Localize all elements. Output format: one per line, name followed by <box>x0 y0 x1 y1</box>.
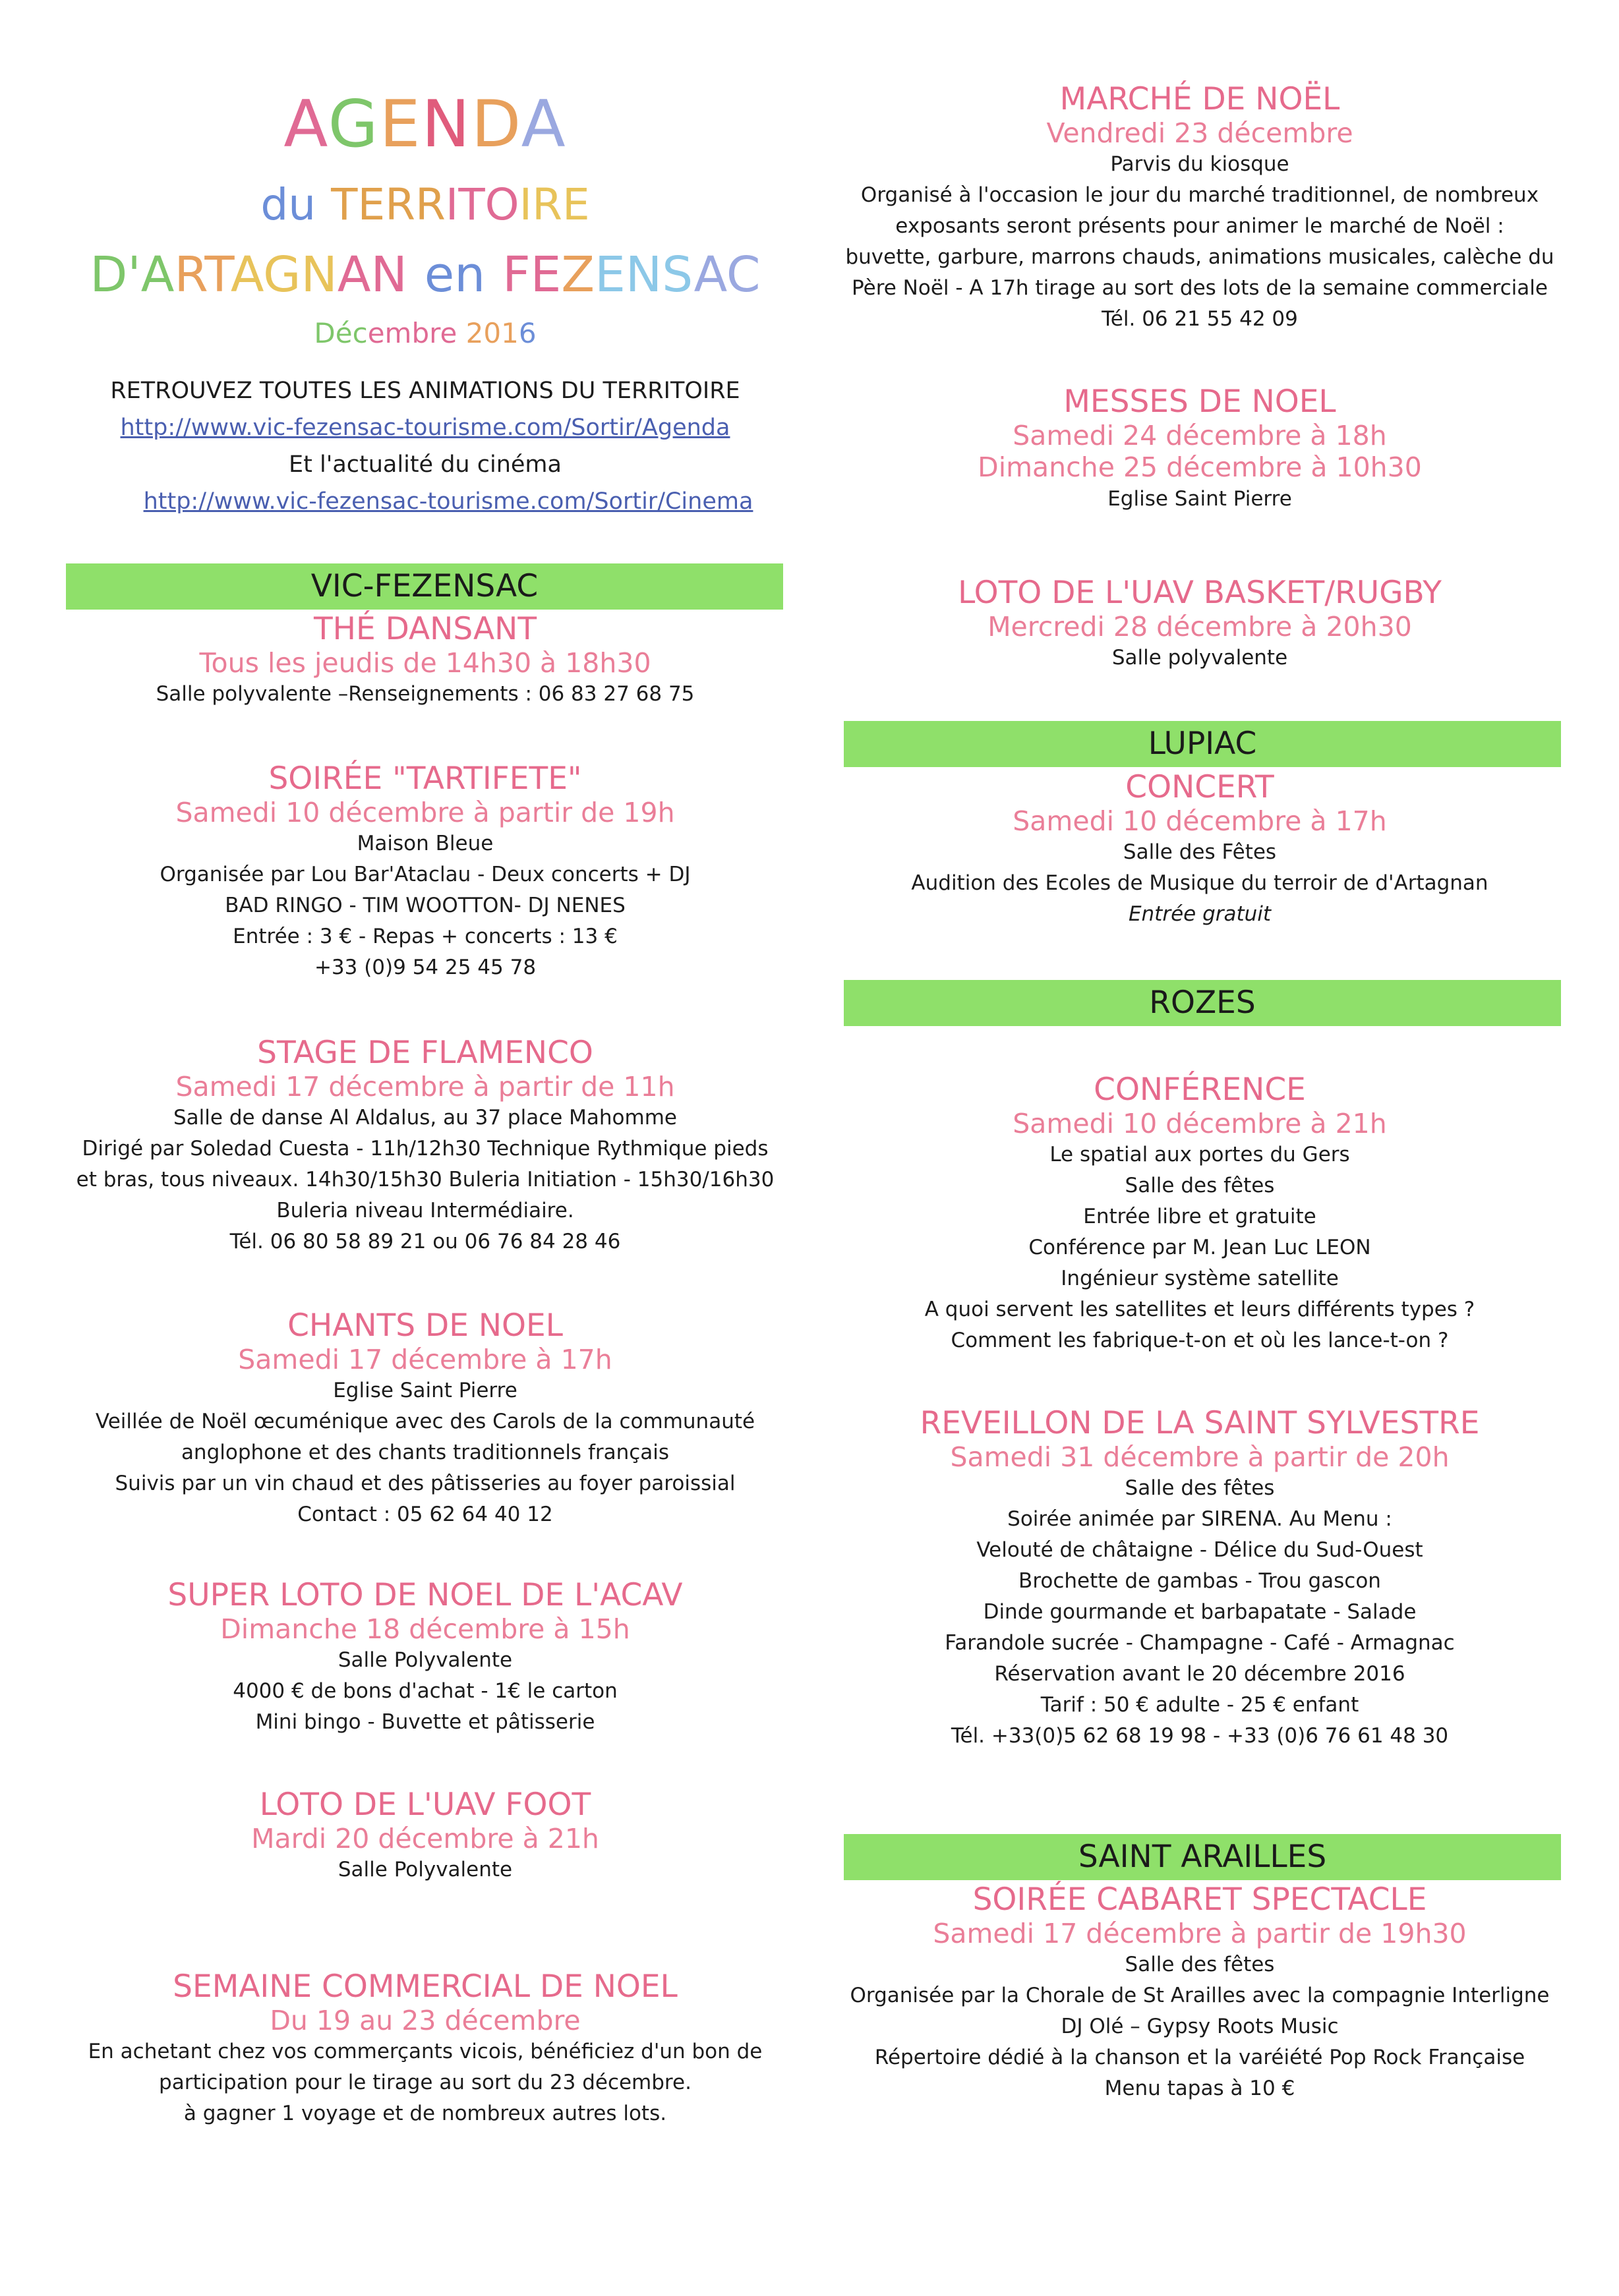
event-date: Samedi 10 décembre à 17h <box>1013 805 1387 838</box>
event-date: Samedi 17 décembre à partir de 19h30 <box>933 1918 1467 1950</box>
event-the-dansant <box>66 612 784 710</box>
event-info: Contact : 05 62 64 40 12 <box>297 1503 553 1527</box>
event-messes-noel <box>840 384 1559 515</box>
event-info: Soirée animée par SIRENA. Au Menu : <box>1007 1507 1392 1532</box>
artagnan-fezensac-title-segment: AN <box>337 246 407 303</box>
event-concert <box>840 770 1559 930</box>
event-conference <box>840 1072 1559 1356</box>
territoire-title <box>66 179 784 230</box>
event-info: Veillée de Noël œcuménique avec des Carols de la communauté <box>95 1410 755 1434</box>
artagnan-fezensac-title-segment: RT <box>174 246 231 303</box>
event-info: Organisé à l'occasion le jour du marché traditionnel, de nombreux <box>860 183 1539 208</box>
event-loto-basket <box>840 575 1559 674</box>
month-title-segment: embre <box>367 317 466 349</box>
event-title: SOIRÉE CABARET SPECTACLE <box>972 1881 1427 1918</box>
event-title: CONFÉRENCE <box>1094 1072 1306 1108</box>
artagnan-fezensac-title-segment: AC <box>693 246 761 303</box>
event-chants-noel <box>66 1308 784 1530</box>
event-info: Entrée : 3 € - Repas + concerts : 13 € <box>233 925 618 949</box>
event-info: et bras, tous niveaux. 14h30/15h30 Buleria Initiation - 15h30/16h30 <box>76 1168 775 1192</box>
agenda-title-segment: D <box>471 87 521 162</box>
artagnan-fezensac-title-segment: ENS <box>595 246 694 303</box>
event-info: Farandole sucrée - Champagne - Café - Armagnac <box>945 1631 1455 1655</box>
territoire-title-segment: TERR <box>331 179 446 230</box>
event-title: CONCERT <box>1125 769 1274 805</box>
event-info: Conférence par M. Jean Luc LEON <box>1028 1236 1371 1260</box>
event-date: Samedi 17 décembre à 17h <box>238 1344 612 1376</box>
month-title-segment: 6 <box>518 317 537 349</box>
event-info: Ingénieur système satellite <box>1061 1267 1339 1291</box>
event-info: Brochette de gambas - Trou gascon <box>1018 1569 1381 1593</box>
event-title: MESSES DE NOEL <box>1063 384 1336 420</box>
event-info: Le spatial aux portes du Gers <box>1049 1143 1350 1167</box>
agenda-title-segment: A <box>521 87 567 162</box>
event-info: Dirigé par Soledad Cuesta - 11h/12h30 Technique Rythmique pieds <box>82 1137 769 1161</box>
artagnan-fezensac-title-segment: Z <box>561 246 595 303</box>
event-info: buvette, garbure, marrons chauds, animations musicales, calèche du <box>845 245 1554 270</box>
event-info: Salle des fêtes <box>1125 1953 1275 1977</box>
event-semaine-commerciale <box>66 1969 784 2129</box>
event-date: Vendredi 23 décembre <box>1046 117 1353 150</box>
event-info: +33 (0)9 54 25 45 78 <box>314 956 537 980</box>
event-info: Parvis du kiosque <box>1110 152 1289 177</box>
event-info: 4000 € de bons d'achat - 1€ le carton <box>233 1679 618 1704</box>
event-flamenco <box>66 1035 784 1257</box>
cinema-link[interactable]: http://www.vic-fezensac-tourisme.com/Sortir/Cinema <box>143 488 753 515</box>
agenda-title-segment: N <box>421 87 471 162</box>
event-info: Salle des fêtes <box>1125 1174 1275 1198</box>
event-date: Mercredi 28 décembre à 20h30 <box>987 611 1412 643</box>
event-date: Samedi 24 décembre à 18h <box>1013 420 1387 452</box>
section-rozes: ROZES <box>844 980 1561 1026</box>
event-title: LOTO DE L'UAV BASKET/RUGBY <box>958 575 1442 611</box>
event-info: Père Noël - A 17h tirage au sort des lots de la semaine commerciale <box>852 276 1548 301</box>
event-info: Salle Polyvalente <box>338 1858 513 1882</box>
artagnan-fezensac-title-segment: AGN <box>230 246 338 303</box>
event-info: Buleria niveau Intermédiaire. <box>276 1199 574 1223</box>
event-info: Comment les fabrique-t-on et où les lance-t-on ? <box>951 1329 1449 1353</box>
event-info: En achetant chez vos commerçants vicois, bénéficiez d'un bon de <box>88 2040 763 2064</box>
event-info: à gagner 1 voyage et de nombreux autres lots. <box>183 2102 667 2126</box>
event-info: Menu tapas à 10 € <box>1104 2077 1295 2101</box>
intro-text-1: RETROUVEZ TOUTES LES ANIMATIONS DU TERRITOIRE <box>110 378 740 404</box>
month-title-segment: 201 <box>465 317 519 349</box>
event-info: Salle Polyvalente <box>338 1648 513 1673</box>
event-info: anglophone et des chants traditionnels français <box>181 1441 670 1465</box>
section-lupiac: LUPIAC <box>844 721 1561 767</box>
section-saint-arailles: SAINT ARAILLES <box>844 1834 1561 1880</box>
event-date: Mardi 20 décembre à 21h <box>251 1823 599 1855</box>
event-title: MARCHÉ DE NOËL <box>1059 81 1340 117</box>
event-date: Samedi 17 décembre à partir de 11h <box>175 1071 675 1103</box>
event-info: Suivis par un vin chaud et des pâtisseries au foyer paroissial <box>115 1472 736 1496</box>
event-date: Du 19 au 23 décembre <box>270 2005 581 2037</box>
event-info: Velouté de châtaigne - Délice du Sud-Ouest <box>976 1538 1423 1563</box>
event-date: Dimanche 25 décembre à 10h30 <box>978 451 1422 484</box>
event-date: Samedi 10 décembre à partir de 19h <box>175 797 675 829</box>
territoire-title-segment: IRE <box>519 179 590 230</box>
event-info: Mini bingo - Buvette et pâtisserie <box>255 1710 595 1735</box>
event-info: Eglise Saint Pierre <box>1107 486 1292 511</box>
event-info: DJ Olé – Gypsy Roots Music <box>1061 2015 1339 2039</box>
event-title: SUPER LOTO DE NOEL DE L'ACAV <box>167 1577 683 1613</box>
event-info: exposants seront présents pour animer le marché de Noël : <box>895 214 1504 239</box>
event-info: Tél. 06 80 58 89 21 ou 06 76 84 28 46 <box>229 1230 621 1254</box>
event-info: Tél. 06 21 55 42 09 <box>1102 307 1298 331</box>
event-info: Salle de danse Al Aldalus, au 37 place Mahomme <box>173 1106 677 1130</box>
agenda-title-segment: E <box>379 87 422 162</box>
agenda-title-segment: G <box>328 87 380 162</box>
artagnan-fezensac-title-segment: en <box>424 246 486 303</box>
event-info: Maison Bleue <box>357 832 494 856</box>
event-info: Réservation avant le 20 décembre 2016 <box>994 1662 1405 1686</box>
event-title: REVEILLON DE LA SAINT SYLVESTRE <box>920 1405 1480 1441</box>
event-info: Entrée libre et gratuite <box>1083 1205 1316 1229</box>
event-info: Organisée par la Chorale de St Arailles avec la compagnie Interligne <box>850 1984 1550 2008</box>
event-tartifete <box>66 761 784 983</box>
territoire-title-segment: ITO <box>445 179 519 230</box>
event-info: Salle polyvalente <box>1111 646 1288 670</box>
artagnan-fezensac-title <box>66 246 784 303</box>
agenda-link[interactable]: http://www.vic-fezensac-tourisme.com/Sortir/Agenda <box>120 415 730 441</box>
event-info: Salle des fêtes <box>1125 1476 1275 1501</box>
event-info: A quoi servent les satellites et leurs différents types ? <box>924 1298 1475 1322</box>
event-title: LOTO DE L'UAV FOOT <box>259 1787 591 1823</box>
event-info: Tarif : 50 € adulte - 25 € enfant <box>1040 1693 1359 1717</box>
event-info: participation pour le tirage au sort du 23 décembre. <box>159 2071 692 2095</box>
event-super-loto <box>66 1578 784 1738</box>
event-info: Organisée par Lou Bar'Ataclau - Deux concerts + DJ <box>160 863 691 887</box>
event-date: Samedi 31 décembre à partir de 20h <box>950 1441 1450 1474</box>
event-loto-foot <box>66 1787 784 1885</box>
event-info: Eglise Saint Pierre <box>333 1379 517 1403</box>
event-marche-noel <box>840 82 1559 335</box>
event-info: Audition des Ecoles de Musique du terroir de d'Artagnan <box>911 871 1488 896</box>
event-info: BAD RINGO - TIM WOOTTON- DJ NENES <box>225 894 626 918</box>
artagnan-fezensac-title-segment: D'A <box>90 246 175 303</box>
event-date: Dimanche 18 décembre à 15h <box>220 1613 630 1646</box>
event-info: Répertoire dédié à la chanson et la varéiété Pop Rock Française <box>874 2046 1525 2070</box>
event-title: STAGE DE FLAMENCO <box>257 1035 593 1071</box>
section-vic-fezensac: VIC-FEZENSAC <box>66 563 783 610</box>
intro-text-2: Et l'actualité du cinéma <box>289 451 562 478</box>
event-title: CHANTS DE NOEL <box>287 1307 563 1344</box>
month-title-segment: Déc <box>314 317 368 349</box>
month-title <box>66 317 784 349</box>
artagnan-fezensac-title-segment: FE <box>502 246 562 303</box>
event-reveillon <box>840 1406 1559 1752</box>
event-info: Salle des Fêtes <box>1123 840 1277 865</box>
event-info: Entrée gratuit <box>1128 902 1272 927</box>
territoire-title-segment: du <box>260 179 316 230</box>
event-title: SEMAINE COMMERCIAL DE NOEL <box>173 1968 678 2005</box>
event-title: THÉ DANSANT <box>313 611 537 647</box>
agenda-title <box>66 87 784 162</box>
agenda-title-segment: A <box>283 87 328 162</box>
event-date: Samedi 10 décembre à 21h <box>1013 1108 1387 1140</box>
event-date: Tous les jeudis de 14h30 à 18h30 <box>199 647 651 679</box>
event-cabaret <box>840 1882 1559 2104</box>
event-info: Salle polyvalente –Renseignements : 06 83 27 68 75 <box>156 682 695 706</box>
event-info: Tél. +33(0)5 62 68 19 98 - +33 (0)6 76 61 48 30 <box>951 1724 1449 1748</box>
event-info: Dinde gourmande et barbapatate - Salade <box>983 1600 1417 1624</box>
event-title: SOIRÉE "TARTIFETE" <box>268 761 582 797</box>
